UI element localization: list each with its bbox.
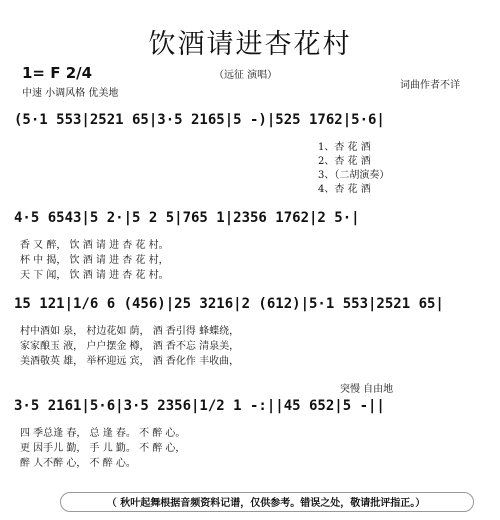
lyric-line: 醉 人不醉 心， 不 醉 心。 bbox=[20, 458, 136, 469]
notation-row-4: 3·5 2161|5·6|3·5 2356|1/2 1 -:||45 652|5 -|| bbox=[14, 398, 385, 414]
lyric-line: 天 下 闻， 饮 酒 请 进 杏 花 村。 bbox=[20, 270, 169, 281]
notation-row-1: (5·1 553|2521 65|3·5 2165|5 -)|525 1762|5·6| bbox=[14, 112, 385, 128]
lyric-line: 杯 中 揭， 饮 酒 请 进 杏 花 村， bbox=[20, 255, 169, 266]
page-title: 饮酒请进杏花村 bbox=[148, 29, 352, 60]
author-credit: 词曲作者不详 bbox=[400, 80, 460, 91]
lyric-line: 家家酿玉 液， 户户摆金 樽， 酒 香不忘 清泉美， bbox=[20, 341, 240, 352]
lyric-line: 3、（二胡演奏） bbox=[318, 170, 390, 181]
lyric-line: 2、杏 花 酒 bbox=[318, 156, 371, 167]
notation-row-2: 4·5 6543|5 2·|5 2 5|765 1|2356 1762|2 5·| bbox=[14, 210, 360, 226]
notation-row-3: 15 121|1/6 6 (456)|25 3216|2 (612)|5·1 553|2521 65| bbox=[14, 296, 444, 312]
tempo-marking: 中速 小调风格 优美地 bbox=[22, 88, 119, 99]
performance-marking: 突慢 自由地 bbox=[340, 384, 394, 395]
lyric-line: 四 季总逢 春， 总 逢 春。 不 醉 心。 bbox=[20, 428, 186, 439]
lyric-line: 香 又 醉， 饮 酒 请 进 杏 花 村。 bbox=[20, 240, 169, 251]
lyric-line: 村中酒如 泉， 村边花如 荫， 酒 香引得 蜂蝶绕， bbox=[20, 326, 240, 337]
lyric-line: 1、杏 花 酒 bbox=[318, 142, 371, 153]
key-signature: 1= F 2/4 bbox=[22, 64, 93, 82]
lyric-line: 美酒敬英 雄， 举杯迎远 宾， 酒 香化作 丰收曲， bbox=[20, 356, 240, 367]
lyric-line: 4、杏 花 酒 bbox=[318, 184, 371, 195]
lyric-line: 更 因手儿 勤， 手 儿 勤。 不 醉 心， bbox=[20, 443, 186, 454]
footer-note: （ 秋叶起舞根据音频资料记谱，仅供参考。错误之处，敬请批评指正。） bbox=[106, 498, 426, 509]
singer-credit: （远征 演唱） bbox=[214, 70, 278, 81]
